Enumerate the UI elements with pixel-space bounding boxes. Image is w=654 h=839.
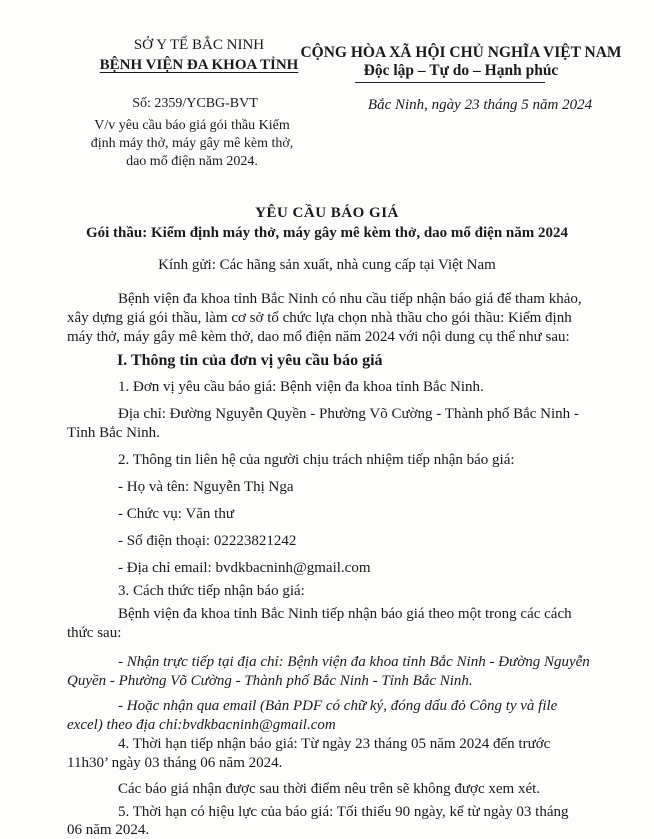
document-subject — [62, 117, 322, 171]
receive-methods-line: thức sau: — [67, 625, 122, 641]
item-5-continued: 06 năm 2024. — [67, 822, 150, 838]
place-date: Bắc Ninh, ngày 23 tháng 5 năm 2024 — [367, 97, 593, 113]
item-5: 5. Thời hạn có hiệu lực của báo giá: Tối thiểu 90 ngày, kể từ ngày 03 tháng — [118, 804, 569, 820]
contact-phone: - Số điện thoại: 02223821242 — [118, 533, 297, 549]
email-delivery-line: excel) theo địa chỉ:bvdkbacninh@gmail.com — [67, 717, 336, 733]
item-2: 2. Thông tin liên hệ của người chịu trách nhiệm tiếp nhận báo giá: — [118, 452, 515, 468]
hospital-name: BỆNH VIỆN ĐA KHOA TỈNH — [99, 57, 299, 73]
item-1: 1. Đơn vị yêu cầu báo giá: Bệnh viện đa khoa tỉnh Bắc Ninh. — [118, 379, 484, 395]
package-subtitle: Gói thầu: Kiểm định máy thở, máy gây mê kèm thở, dao mổ điện năm 2024 — [85, 225, 569, 241]
direct-delivery-line: Quyền - Phường Võ Cường - Thành phố Bắc Ninh - Tỉnh Bắc Ninh. — [67, 673, 473, 689]
subject-line: V/v yêu cầu báo giá gói thầu Kiểm — [94, 118, 290, 133]
greeting: Kính gửi: Các hãng sản xuất, nhà cung cấp tại Việt Nam — [158, 257, 496, 273]
subject-line: định máy thở, máy gây mê kèm thở, — [90, 136, 294, 151]
contact-email: - Địa chỉ email: bvdkbacninh@gmail.com — [118, 560, 371, 576]
direct-delivery-line: - Nhận trực tiếp tại địa chỉ: Bệnh viện đa khoa tỉnh Bắc Ninh - Đường Nguyễn — [118, 654, 590, 670]
item-4: 4. Thời hạn tiếp nhận báo giá: Từ ngày 23 tháng 05 năm 2024 đến trước — [118, 736, 551, 752]
email-delivery-line: - Hoặc nhận qua email (Bản PDF có chữ ký, đóng dấu đỏ Công ty và file — [118, 698, 558, 714]
national-motto: Độc lập – Tự do – Hạnh phúc — [363, 62, 559, 79]
subject-line: dao mổ điện năm 2024. — [126, 154, 258, 169]
item-4-continued: 11h30’ ngày 03 tháng 06 năm 2024. — [67, 755, 283, 771]
document-title: YÊU CẦU BÁO GIÁ — [255, 205, 399, 221]
address-line: Địa chỉ: Đường Nguyễn Quyền - Phường Võ Cường - Thành phố Bắc Ninh - — [118, 406, 579, 422]
intro-line: Bệnh viện đa khoa tỉnh Bắc Ninh có nhu cầu tiếp nhận báo giá để tham khảo, — [118, 291, 582, 307]
item-3: 3. Cách thức tiếp nhận báo giá: — [118, 583, 305, 599]
contact-position: - Chức vụ: Văn thư — [118, 506, 234, 522]
section-heading: I. Thông tin của đơn vị yêu cầu báo giá — [117, 352, 383, 369]
address-line: Tỉnh Bắc Ninh. — [67, 425, 160, 441]
intro-line: máy thở, máy gây mê kèm thở, dao mổ điện năm 2024 với nội dung cụ thể như sau: — [67, 329, 570, 345]
contact-name: - Họ và tên: Nguyễn Thị Nga — [118, 479, 294, 495]
intro-line: xây dựng giá gói thầu, làm cơ sở tổ chức lựa chọn nhà thầu cho gói thầu: Kiểm định — [67, 310, 572, 326]
department-name: SỞ Y TẾ BẮC NINH — [133, 37, 265, 53]
receive-methods-line: Bệnh viện đa khoa tỉnh Bắc Ninh tiếp nhận báo giá theo một trong các cách — [118, 606, 572, 622]
national-title: CỘNG HÒA XÃ HỘI CHỦ NGHĨA VIỆT NAM — [300, 44, 622, 61]
document-number: Số: 2359/YCBG-BVT — [132, 96, 258, 111]
motto-underline — [355, 82, 545, 83]
late-quotation-note: Các báo giá nhận được sau thời điểm nêu trên sẽ không được xem xét. — [118, 781, 541, 797]
